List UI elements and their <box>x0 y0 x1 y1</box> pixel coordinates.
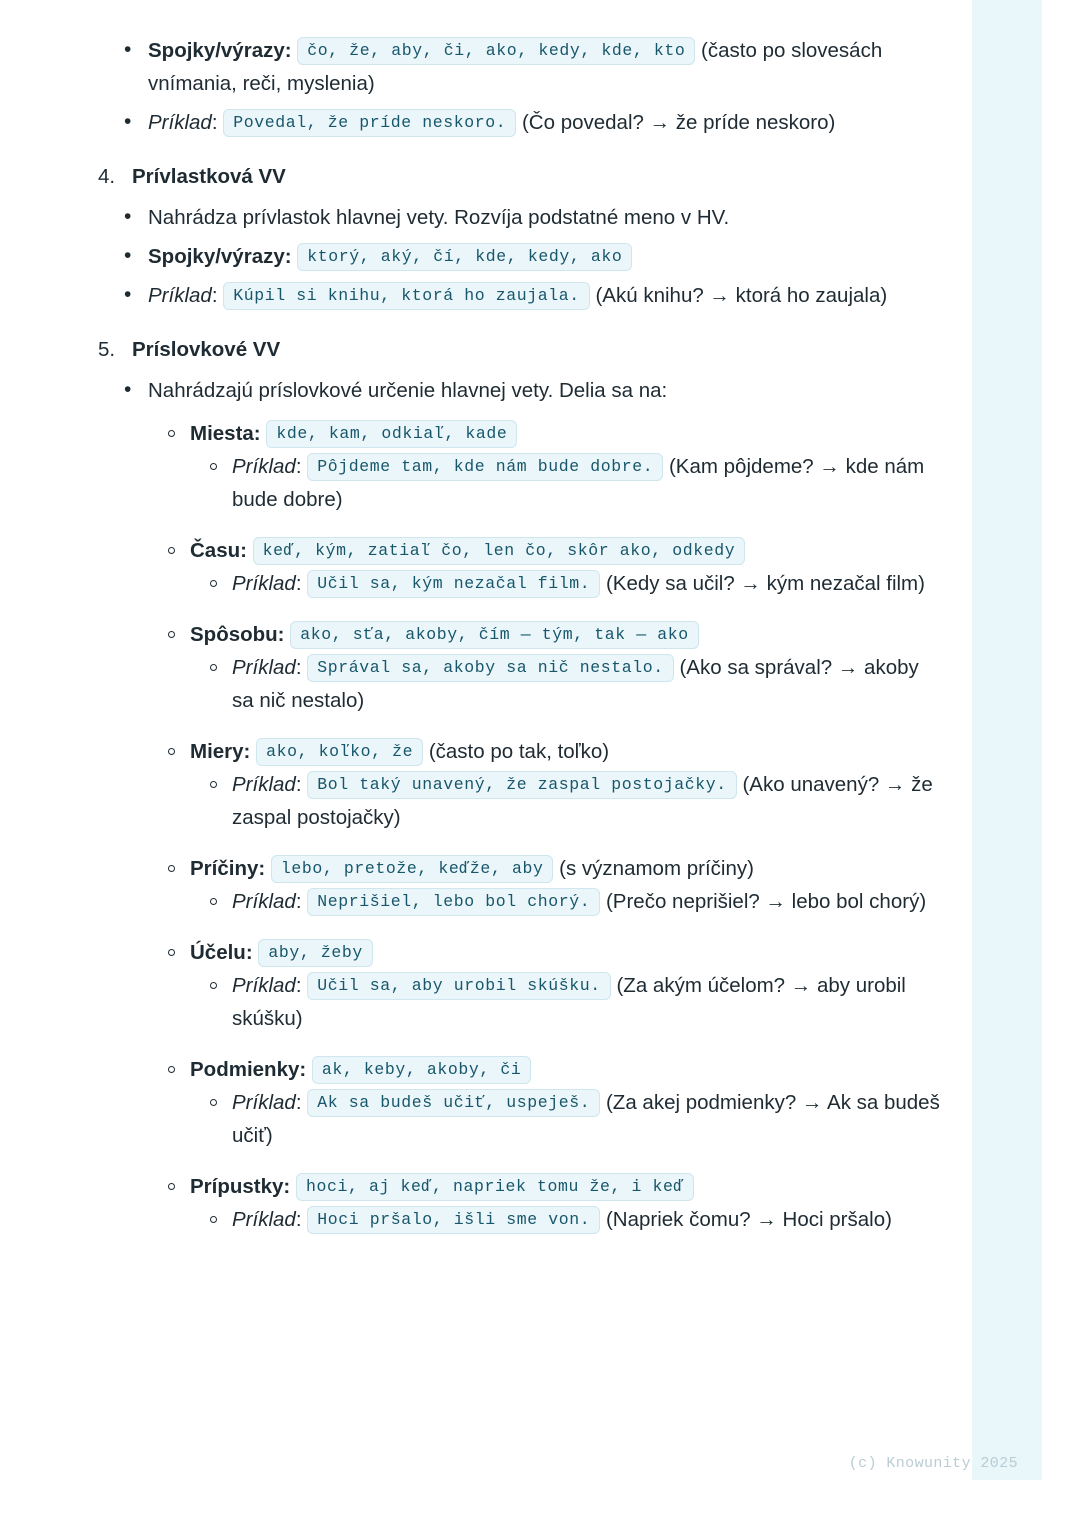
code-chip: Pôjdeme tam, kde nám bude dobre. <box>307 453 663 481</box>
code-chip: Ak sa budeš učiť, uspeješ. <box>307 1089 600 1117</box>
code-chip: ako, koľko, že <box>256 738 423 766</box>
code-chip: ktorý, aký, čí, kde, kedy, ako <box>297 243 632 271</box>
subtype-pripustky <box>148 1170 940 1236</box>
example-item: Príklad: Učil sa, kým nezačal film. (Kedy sa učil? → kým nezačal film) <box>190 567 940 600</box>
section-heading-5 <box>96 334 940 366</box>
top-continuation-list <box>96 34 940 139</box>
example-list <box>190 567 940 600</box>
section-number: 4. <box>98 165 116 188</box>
item-text: Nahrádza prívlastok hlavnej vety. Rozvíja podstatné meno v HV. <box>148 206 730 229</box>
code-chip: hoci, aj keď, napriek tomu že, i keď <box>296 1173 694 1201</box>
item-tail: (s významom príčiny) <box>559 857 754 880</box>
subtype-casu <box>148 534 940 600</box>
priklad-label: Príklad <box>232 1091 296 1114</box>
code-chip: Hoci pršalo, išli sme von. <box>307 1206 600 1234</box>
section-title: Príslovkové VV <box>132 338 281 361</box>
item-tail: (Kam pôjdeme? → kde nám bude dobre) <box>232 455 925 511</box>
example-item: Príklad: Hoci pršalo, išli sme von. (Napriek čomu? → Hoci pršalo) <box>190 1203 940 1236</box>
code-chip: aby, žeby <box>258 939 373 967</box>
list-item <box>96 374 940 1236</box>
subtype-name: Účelu: <box>190 941 253 964</box>
example-list <box>190 885 940 918</box>
example-item: Príklad: Učil sa, aby urobil skúšku. (Za akým účelom? → aby urobil skúšku) <box>190 969 940 1035</box>
item-tail: (Za akým účelom? → aby urobil skúšku) <box>232 974 906 1030</box>
code-chip: čo, že, aby, či, ako, kedy, kde, kto <box>297 37 695 65</box>
example-list <box>190 969 940 1035</box>
spojky-label: Spojky/výrazy: <box>148 39 292 62</box>
example-item: Príklad: Bol taký unavený, že zaspal postojačky. (Ako unavený? → že zaspal postojačky) <box>190 768 940 834</box>
subtype-name: Prípustky: <box>190 1175 291 1198</box>
priklad-label: Príklad <box>232 890 296 913</box>
example-item: Príklad: Neprišiel, lebo bol chorý. (Prečo neprišiel? → lebo bol chorý) <box>190 885 940 918</box>
code-chip: Neprišiel, lebo bol chorý. <box>307 888 600 916</box>
item-tail: (Napriek čomu? → Hoci pršalo) <box>605 1208 892 1231</box>
priklad-label: Príklad <box>148 284 212 307</box>
code-chip: lebo, pretože, keďže, aby <box>271 855 554 883</box>
priklad-label: Príklad <box>232 974 296 997</box>
item-tail: (Ako sa správal? → akoby sa nič nestalo) <box>232 656 919 712</box>
label-colon: : <box>211 111 218 134</box>
list-item <box>96 106 940 139</box>
code-chip: keď, kým, zatiaľ čo, len čo, skôr ako, odkedy <box>253 537 746 565</box>
code-chip: Učil sa, aby urobil skúšku. <box>307 972 611 1000</box>
example-list <box>190 450 940 516</box>
code-chip: kde, kam, odkiaľ, kade <box>266 420 517 448</box>
list-item <box>96 201 940 234</box>
priklad-label: Príklad <box>232 1208 296 1231</box>
example-list <box>190 1203 940 1236</box>
item-tail: (Akú knihu? → ktorá ho zaujala) <box>595 284 888 307</box>
item-tail: (Ako unavený? → že zaspal postojačky) <box>232 773 933 829</box>
example-list <box>190 651 940 717</box>
subtype-list <box>148 417 940 1236</box>
subtype-miesta <box>148 417 940 516</box>
example-item: Príklad: Ak sa budeš učiť, uspeješ. (Za akej podmienky? → Ak sa budeš učiť) <box>190 1086 940 1152</box>
section-number: 5. <box>98 338 116 361</box>
list-item <box>96 279 940 312</box>
subtype-podmienky <box>148 1053 940 1152</box>
subtype-priciny <box>148 852 940 918</box>
item-text: Nahrádzajú príslovkové určenie hlavnej vety. Delia sa na: <box>148 379 668 402</box>
priklad-label: Príklad <box>232 572 296 595</box>
priklad-label: Príklad <box>232 773 296 796</box>
subtype-name: Miery: <box>190 740 251 763</box>
spojky-label: Spojky/výrazy: <box>148 245 292 268</box>
watermark: (c) Knowunity 2025 <box>848 1455 1018 1472</box>
decorative-side-strip <box>972 0 1080 1480</box>
code-chip: Bol taký unavený, že zaspal postojačky. <box>307 771 737 799</box>
priklad-label: Príklad <box>148 111 212 134</box>
example-list <box>190 768 940 834</box>
code-chip: ako, sťa, akoby, čím — tým, tak — ako <box>290 621 699 649</box>
item-tail: (často po tak, toľko) <box>428 740 610 763</box>
item-tail: (Za akej podmienky? → Ak sa budeš učiť) <box>232 1091 940 1147</box>
section-heading-4 <box>96 161 940 193</box>
section-4-list <box>96 201 940 312</box>
subtype-name: Času: <box>190 539 247 562</box>
item-tail: (často po slovesách vnímania, reči, myslenia) <box>148 39 883 95</box>
subtype-sposobu <box>148 618 940 717</box>
subtype-name: Podmienky: <box>190 1058 307 1081</box>
code-chip: Povedal, že príde neskoro. <box>223 109 516 137</box>
label-colon: : <box>211 284 218 307</box>
code-chip: ak, keby, akoby, či <box>312 1056 532 1084</box>
example-item: Príklad: Pôjdeme tam, kde nám bude dobre. (Kam pôjdeme? → kde nám bude dobre) <box>190 450 940 516</box>
item-tail: (Kedy sa učil? → kým nezačal film) <box>605 572 925 595</box>
code-chip: Správal sa, akoby sa nič nestalo. <box>307 654 674 682</box>
subtype-name: Miesta: <box>190 422 261 445</box>
list-item <box>96 240 940 273</box>
priklad-label: Príklad <box>232 455 296 478</box>
subtype-ucelu <box>148 936 940 1035</box>
subtype-name: Spôsobu: <box>190 623 285 646</box>
priklad-label: Príklad <box>232 656 296 679</box>
example-list <box>190 1086 940 1152</box>
item-tail: (Prečo neprišiel? → lebo bol chorý) <box>605 890 927 913</box>
list-item <box>96 34 940 100</box>
item-tail: (Čo povedal? → že príde neskoro) <box>521 111 836 134</box>
code-chip: Učil sa, kým nezačal film. <box>307 570 600 598</box>
code-chip: Kúpil si knihu, ktorá ho zaujala. <box>223 282 590 310</box>
section-5-list <box>96 374 940 1236</box>
subtype-miery <box>148 735 940 834</box>
example-item: Príklad: Správal sa, akoby sa nič nestalo. (Ako sa správal? → akoby sa nič nestalo) <box>190 651 940 717</box>
decorative-side-strip-inner <box>1042 0 1080 1480</box>
subtype-name: Príčiny: <box>190 857 266 880</box>
section-title: Prívlastková VV <box>132 165 286 188</box>
